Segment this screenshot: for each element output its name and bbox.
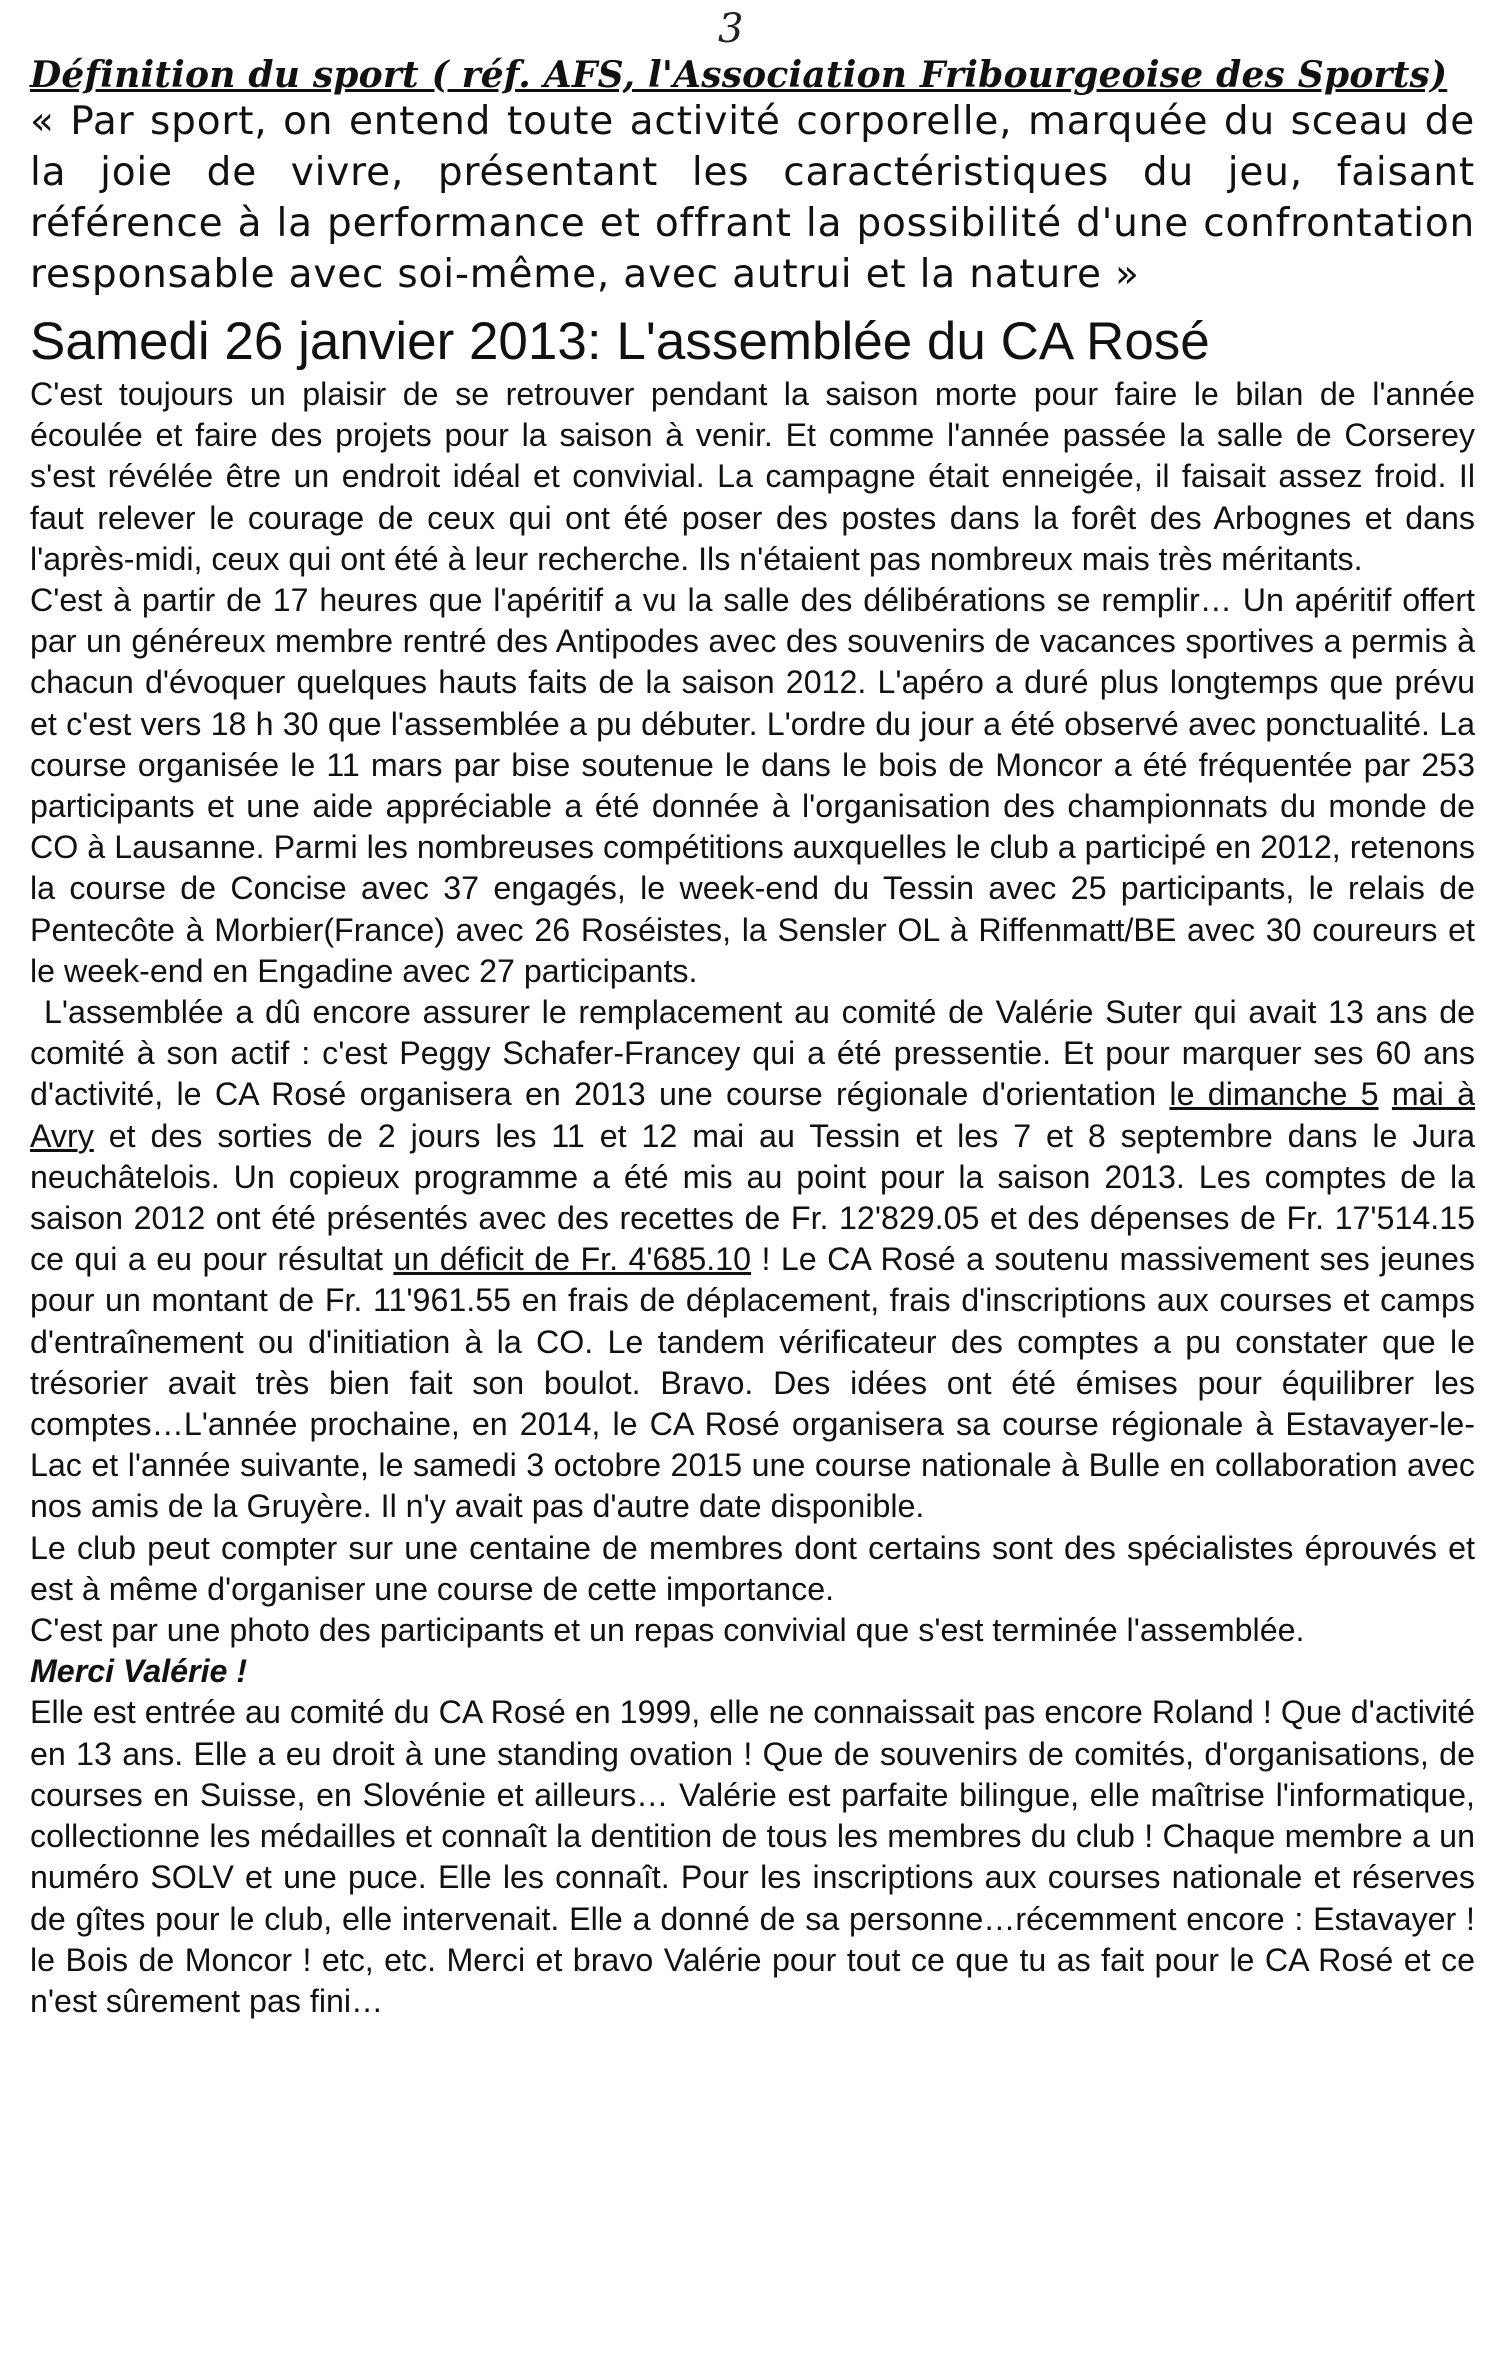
paragraph-3-space	[1379, 1076, 1392, 1112]
page-number-mark: 3	[718, 6, 744, 52]
merci-text: Elle est entrée au comité du CA Rosé en 1999, elle ne connaissait pas encore Roland ! Que d'activité en 13 ans. Elle a eu droit à une standing ovation ! Que de souvenirs de comités, d'organisations, de courses en Suisse, en Slovénie et ailleurs… Valérie est parfaite bilingue, elle maîtrise l'informatique, collectionne les médailles et connaît la dentition de tous les membres du club ! Chaque membre a un numéro SOLV et une puce. Elle les connaît. Pour les inscriptions aux courses nationale et réserves de gîtes pour le club, elle intervenait. Elle a donné de sa personne…récemment encore : Estavayer ! le Bois de Moncor ! etc, etc. Merci et bravo Valérie pour tout ce que tu as fait pour le CA Rosé et ce n'est sûrement pas fini…	[30, 1694, 1475, 2019]
paragraph-3-text-c: et des sorties de 2 jours les 11 et 12 mai au Tessin et les 7 et 8 septembre dans le Jura neuchâtelois. Un copieux programme a été mis au point pour la saison 2013. Les comptes de la saison 2012 ont été présentés avec des recettes de Fr. 12'829.05 et des dépenses de Fr. 17'514.15 ce qui a eu pour résultat	[30, 1117, 1475, 1278]
definition-quote: « Par sport, on entend toute activité corporelle, marquée du sceau de la joie de vivre, présentant les caractéristiques du jeu, faisant référence à la performance et offrant la possibilité d'une confrontation responsable avec soi-même, avec autrui et la nature »	[30, 99, 1475, 298]
article-paragraph-3	[30, 992, 1475, 1528]
page-content	[30, 55, 1475, 2022]
article-body	[30, 374, 1475, 2022]
underlined-date: le dimanche 5	[1169, 1076, 1379, 1113]
article-paragraph-4: Le club peut compter sur une centaine de membres dont certains sont des spécialistes éprouvés et est à même d'organiser une course de cette importance.	[30, 1529, 1475, 1607]
definition-title: Définition du sport ( réf. AFS, l'Association Fribourgeoise des Sports)	[30, 54, 1448, 96]
article-paragraph-2: C'est à partir de 17 heures que l'apéritif a vu la salle des délibérations se remplir… Un apéritif offert par un généreux membre rentré des Antipodes avec des souvenirs de vacances sportives a permis à chacun d'évoquer quelques hauts faits de la saison 2012. L'apéro a duré plus longtemps que prévu et c'est vers 18 h 30 que l'assemblée a pu débuter. L'ordre du jour a été observé avec ponctualité. La course organisée le 11 mars par bise soutenue le dans le bois de Moncor a été fréquentée par 253 participants et une aide appréciable a été donnée à l'organisation des championnats du monde de CO à Lausanne. Parmi les nombreuses compétitions auxquelles le club a participé en 2012, retenons la course de Concise avec 37 engagés, le week-end du Tessin avec 25 participants, le relais de Pentecôte à Morbier(France) avec 26 Roséistes, la Sensler OL à Riffenmatt/BE avec 30 coureurs et le week-end en Engadine avec 27 participants.	[30, 582, 1475, 989]
article-paragraph-5: C'est par une photo des participants et un repas convivial que s'est terminée l'assemblée.	[30, 1612, 1305, 1649]
article-heading: Samedi 26 janvier 2013: L'assemblée du CA Rosé	[30, 312, 1210, 372]
paragraph-3-text-d: ! Le CA Rosé a soutenu massivement ses jeunes pour un montant de Fr. 11'961.55 en frais de déplacement, frais d'inscriptions aux courses et camps d'entraînement ou d'initiation à la CO. Le tandem vérificateur des comptes a pu constater que le trésorier avait très bien fait son boulot. Bravo. Des idées ont été émises pour équilibrer les comptes…L'année prochaine, en 2014, le CA Rosé organisera sa course régionale à Estavayer-le-Lac et l'année suivante, le samedi 3 octobre 2015 une course nationale à Bulle en collaboration avec nos amis de la Gruyère. Il n'y avait pas d'autre date disponible.	[30, 1241, 1476, 1525]
article-paragraph-1: C'est toujours un plaisir de se retrouver pendant la saison morte pour faire le bilan de l'année écoulée et faire des projets pour la saison à venir. Et comme l'année passée la salle de Corserey s'est révélée être un endroit idéal et convivial. La campagne était enneigée, il faisait assez froid. Il faut relever le courage de ceux qui ont été poser des postes dans la forêt des Arbognes et dans l'après-midi, ceux qui ont été à leur recherche. Ils n'étaient pas nombreux mais très méritants.	[30, 375, 1475, 577]
underlined-place: mai à Avry	[30, 1076, 1475, 1154]
merci-title: Merci Valérie !	[30, 1653, 248, 1690]
underlined-deficit: un déficit de Fr. 4'685.10	[393, 1241, 752, 1278]
paragraph-3-text-a: L'assemblée a dû encore assurer le remplacement au comité de Valérie Suter qui avait 13 ans de comité à son actif : c'est Peggy Schafer-Francey qui a été pressentie. Et pour marquer ses 60 ans d'activité, le CA Rosé organisera en 2013 une course régionale d'orientation	[30, 994, 1475, 1113]
